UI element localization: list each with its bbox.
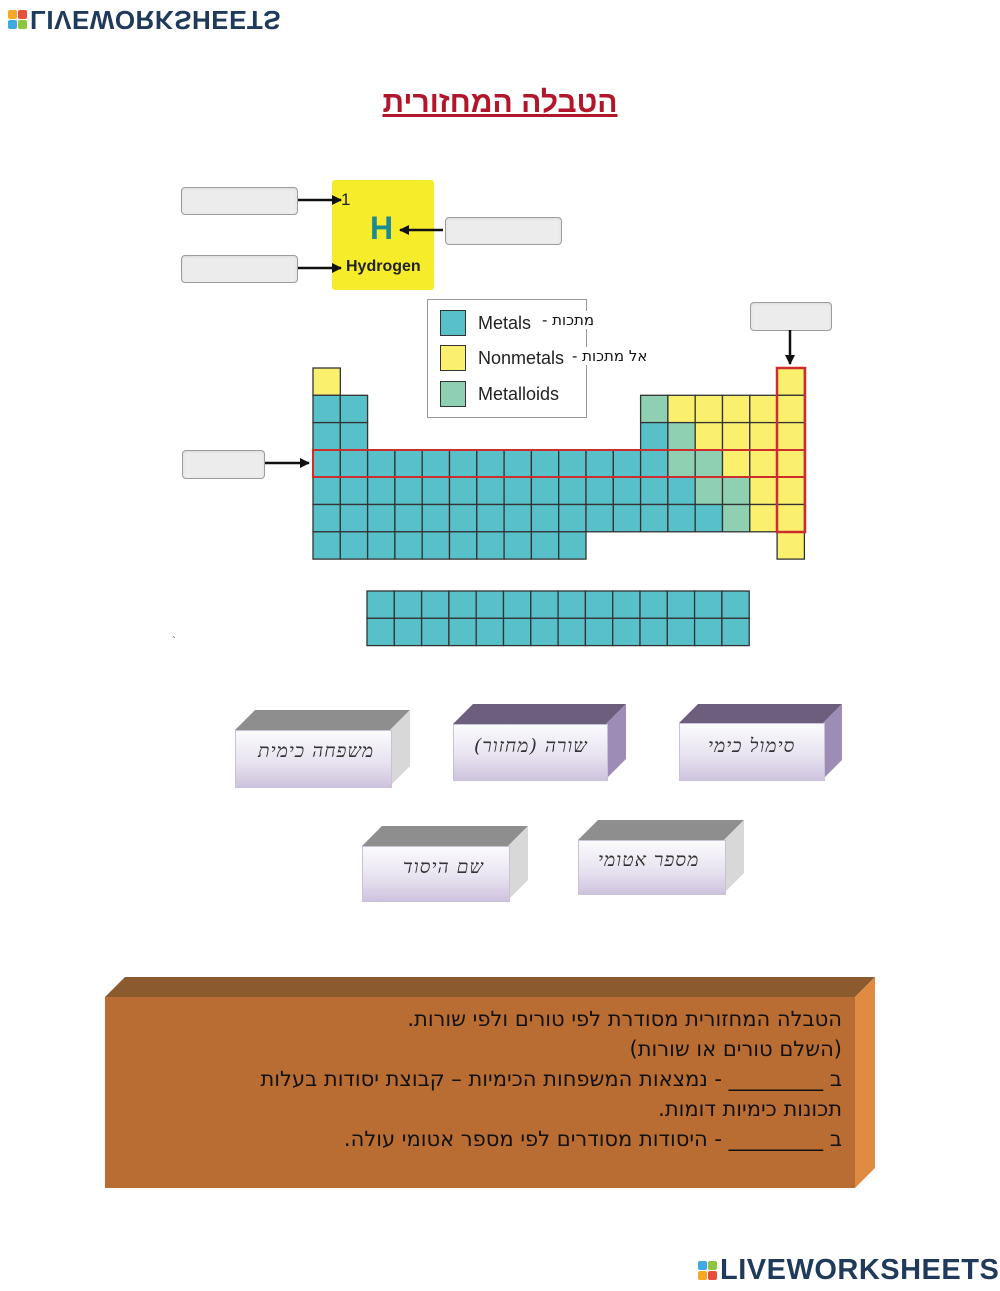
info-line-3: ב _________ - נמצאות המשפחות הכימיות – קבוצת יסודות בעלות xyxy=(260,1067,842,1091)
logo-text: LIVEWORKSHEETS xyxy=(720,1254,1000,1286)
logo-text: LIVEWORKSHEETS xyxy=(30,5,282,35)
legend-label-nonmetals: Nonmetals xyxy=(478,347,565,368)
page-title: הטבלה המחזורית xyxy=(382,86,618,119)
info-line-2: (השלם טורים או שורות) xyxy=(629,1037,842,1061)
legend-hebrew-nonmetals: אל מתכות - xyxy=(572,347,648,365)
info-line-1: הטבלה המחזורית מסודרת לפי טורים ולפי שורות. xyxy=(407,1007,842,1031)
logo-bottom xyxy=(698,1254,999,1287)
legend-hebrew-metals: מתכות - xyxy=(542,311,595,329)
block-label: שם היסוד xyxy=(403,856,484,878)
block-label: מספר אטומי xyxy=(598,849,700,871)
block-label: סימול כימי xyxy=(708,735,796,757)
element-name: Hydrogen xyxy=(346,258,421,275)
element-atomic-number: 1 xyxy=(341,190,351,209)
block-label: משפחה כימית xyxy=(258,740,375,762)
logo-badge-icon xyxy=(698,1261,717,1280)
legend-label-metalloids: Metalloids xyxy=(478,383,560,404)
info-box-text xyxy=(120,1004,842,1154)
element-symbol: H xyxy=(370,210,394,246)
info-line-5: ב _________ - היסודות מסודרים לפי מספר אטומי עולה. xyxy=(343,1127,842,1151)
stray-mark: ` xyxy=(172,636,177,647)
info-line-4: תכונות כימיות דומות. xyxy=(658,1097,842,1121)
block-label: שורה (מחזור) xyxy=(474,735,588,757)
legend-label-metals: Metals xyxy=(478,312,532,333)
